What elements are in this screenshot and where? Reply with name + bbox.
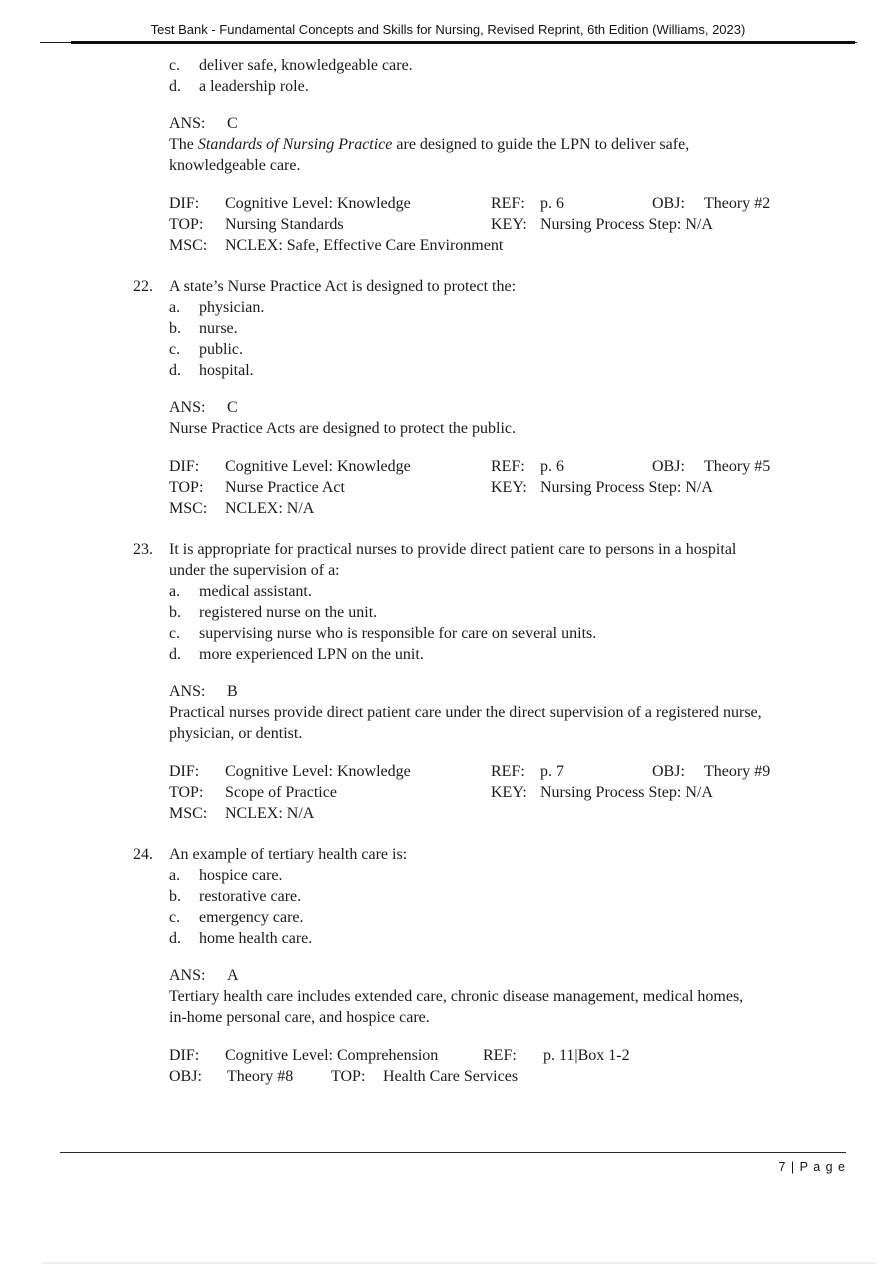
- meta-block: [169, 1045, 829, 1087]
- option-text: nurse.: [199, 320, 238, 337]
- rationale-text: The: [169, 136, 198, 153]
- meta-label: MSC:: [169, 805, 208, 822]
- question-23: [133, 539, 829, 824]
- meta-label: TOP:: [169, 216, 204, 233]
- meta-block: [169, 193, 829, 256]
- option-label: b.: [169, 604, 181, 621]
- option-row: [169, 886, 829, 907]
- meta-label: DIF:: [169, 1047, 200, 1064]
- meta-value: Nursing Standards: [225, 216, 344, 233]
- meta-row: [169, 477, 829, 498]
- rationale-line: Tertiary health care includes extended care, chronic disease management, medical homes,: [169, 988, 744, 1005]
- meta-value: Cognitive Level: Knowledge: [225, 763, 411, 780]
- meta-value: Nursing Process Step: N/A: [540, 479, 713, 496]
- question-stem-text: A state’s Nurse Practice Act is designed to protect the:: [169, 278, 517, 295]
- meta-value: Cognitive Level: Knowledge: [225, 458, 411, 475]
- option-text: deliver safe, knowledgeable care.: [199, 57, 413, 74]
- meta-label: MSC:: [169, 500, 208, 517]
- meta-value: Theory #9: [704, 763, 771, 780]
- meta-row: [169, 214, 829, 235]
- option-row: [169, 865, 829, 886]
- question-22: [133, 276, 829, 519]
- header-rule: [40, 42, 857, 43]
- meta-row: [169, 1045, 829, 1066]
- option-row: [169, 76, 829, 97]
- option-text: hospice care.: [199, 867, 283, 884]
- option-row: [169, 360, 829, 381]
- rationale-italic: Standards of Nursing Practice: [197, 136, 393, 153]
- meta-value: p. 6: [540, 195, 564, 212]
- rationale-line: physician, or dentist.: [169, 725, 303, 742]
- meta-value: Theory #5: [704, 458, 771, 475]
- meta-row: [169, 235, 829, 256]
- meta-value: Cognitive Level: Knowledge: [225, 195, 411, 212]
- meta-label: MSC:: [169, 237, 208, 254]
- answer-label: ANS:: [169, 115, 206, 132]
- option-label: a.: [169, 583, 181, 600]
- meta-label: KEY:: [491, 479, 527, 496]
- meta-label: TOP:: [169, 479, 204, 496]
- option-text: physician.: [199, 299, 265, 316]
- header-rule-thick: [71, 41, 855, 44]
- answer-row: [169, 397, 829, 418]
- question-number: 23.: [133, 541, 153, 558]
- answer-label: ANS:: [169, 399, 206, 416]
- answer-row: [169, 681, 829, 702]
- option-row: [169, 581, 829, 602]
- option-text: hospital.: [199, 362, 254, 379]
- option-row: [169, 602, 829, 623]
- option-text: emergency care.: [199, 909, 304, 926]
- rationale-line: [169, 134, 829, 155]
- option-text: a leadership role.: [199, 78, 309, 95]
- question-stem-text: It is appropriate for practical nurses to provide direct patient care to persons in a hospital: [169, 541, 737, 558]
- page-number: 7 | P a g e: [778, 1160, 846, 1174]
- question-stem: [133, 844, 829, 865]
- answer-row: [169, 965, 829, 986]
- meta-value: p. 7: [540, 763, 564, 780]
- meta-value: NCLEX: N/A: [225, 805, 315, 822]
- option-label: c.: [169, 341, 181, 358]
- answer-value: B: [227, 683, 238, 700]
- meta-value: Scope of Practice: [225, 784, 337, 801]
- meta-value: NCLEX: Safe, Effective Care Environment: [225, 237, 504, 254]
- rationale-line: in-home personal care, and hospice care.: [169, 1009, 430, 1026]
- question-stem: [133, 276, 829, 297]
- question-stem-text: under the supervision of a:: [169, 562, 340, 579]
- meta-value: Nursing Process Step: N/A: [540, 784, 713, 801]
- rationale-line: Nurse Practice Acts are designed to protect the public.: [169, 420, 516, 437]
- meta-label: OBJ:: [169, 1068, 202, 1085]
- meta-label: OBJ:: [652, 458, 685, 475]
- rationale-line: knowledgeable care.: [169, 157, 301, 174]
- header-title: Test Bank - Fundamental Concepts and Skills for Nursing, Revised Reprint, 6th Edition (Williams, 2023): [150, 22, 746, 37]
- meta-label: OBJ:: [652, 195, 685, 212]
- option-text: supervising nurse who is responsible for care on several units.: [199, 625, 597, 642]
- meta-label: DIF:: [169, 458, 200, 475]
- option-label: b.: [169, 888, 181, 905]
- answer-value: C: [227, 399, 238, 416]
- meta-row: [169, 498, 829, 519]
- option-label: d.: [169, 646, 181, 663]
- question-stem-text: An example of tertiary health care is:: [169, 846, 408, 863]
- meta-label: REF:: [491, 763, 525, 780]
- meta-label: TOP:: [331, 1068, 366, 1085]
- meta-row: [169, 1066, 829, 1087]
- meta-value: Theory #8: [227, 1068, 294, 1085]
- meta-value: Nurse Practice Act: [225, 479, 345, 496]
- option-row: [169, 339, 829, 360]
- option-text: more experienced LPN on the unit.: [199, 646, 424, 663]
- answer-label: ANS:: [169, 683, 206, 700]
- option-label: c.: [169, 625, 181, 642]
- option-label: d.: [169, 78, 181, 95]
- option-row: [169, 55, 829, 76]
- meta-label: REF:: [483, 1047, 517, 1064]
- option-row: [169, 318, 829, 339]
- answer-value: C: [227, 115, 238, 132]
- bottom-separator: [43, 1262, 876, 1264]
- meta-label: TOP:: [169, 784, 204, 801]
- answer-label: ANS:: [169, 967, 206, 984]
- question-number: 22.: [133, 278, 153, 295]
- option-label: c.: [169, 909, 181, 926]
- option-row: [169, 644, 829, 665]
- document-body: [133, 55, 829, 1087]
- meta-block: [169, 456, 829, 519]
- option-text: public.: [199, 341, 243, 358]
- meta-row: [169, 782, 829, 803]
- page-footer: [60, 1152, 846, 1178]
- meta-value: p. 6: [540, 458, 564, 475]
- option-label: c.: [169, 57, 181, 74]
- question-stem: [133, 539, 829, 560]
- rationale-text: are designed to guide the LPN to deliver safe,: [392, 136, 690, 153]
- meta-row: [169, 803, 829, 824]
- rationale-line: Practical nurses provide direct patient care under the direct supervision of a registered nurse,: [169, 704, 762, 721]
- meta-value: Theory #2: [704, 195, 771, 212]
- meta-label: REF:: [491, 458, 525, 475]
- answer-value: A: [227, 967, 239, 984]
- option-label: a.: [169, 299, 181, 316]
- meta-label: KEY:: [491, 784, 527, 801]
- option-text: restorative care.: [199, 888, 302, 905]
- meta-value: p. 11|Box 1-2: [543, 1047, 630, 1064]
- option-row: [169, 623, 829, 644]
- option-row: [169, 928, 829, 949]
- meta-block: [169, 761, 829, 824]
- option-label: a.: [169, 867, 181, 884]
- option-text: medical assistant.: [199, 583, 312, 600]
- meta-row: [169, 193, 829, 214]
- meta-label: DIF:: [169, 195, 200, 212]
- meta-row: [169, 456, 829, 477]
- option-text: home health care.: [199, 930, 313, 947]
- meta-value: Cognitive Level: Comprehension: [225, 1047, 439, 1064]
- meta-value: NCLEX: N/A: [225, 500, 315, 517]
- option-label: d.: [169, 930, 181, 947]
- question-24: [133, 844, 829, 1087]
- question-number: 24.: [133, 846, 153, 863]
- answer-row: [169, 113, 829, 134]
- meta-label: KEY:: [491, 216, 527, 233]
- meta-row: [169, 761, 829, 782]
- option-label: d.: [169, 362, 181, 379]
- option-label: b.: [169, 320, 181, 337]
- meta-label: OBJ:: [652, 763, 685, 780]
- meta-value: Nursing Process Step: N/A: [540, 216, 713, 233]
- meta-label: REF:: [491, 195, 525, 212]
- meta-value: Health Care Services: [383, 1068, 519, 1085]
- meta-label: DIF:: [169, 763, 200, 780]
- option-row: [169, 907, 829, 928]
- option-row: [169, 297, 829, 318]
- option-text: registered nurse on the unit.: [199, 604, 378, 621]
